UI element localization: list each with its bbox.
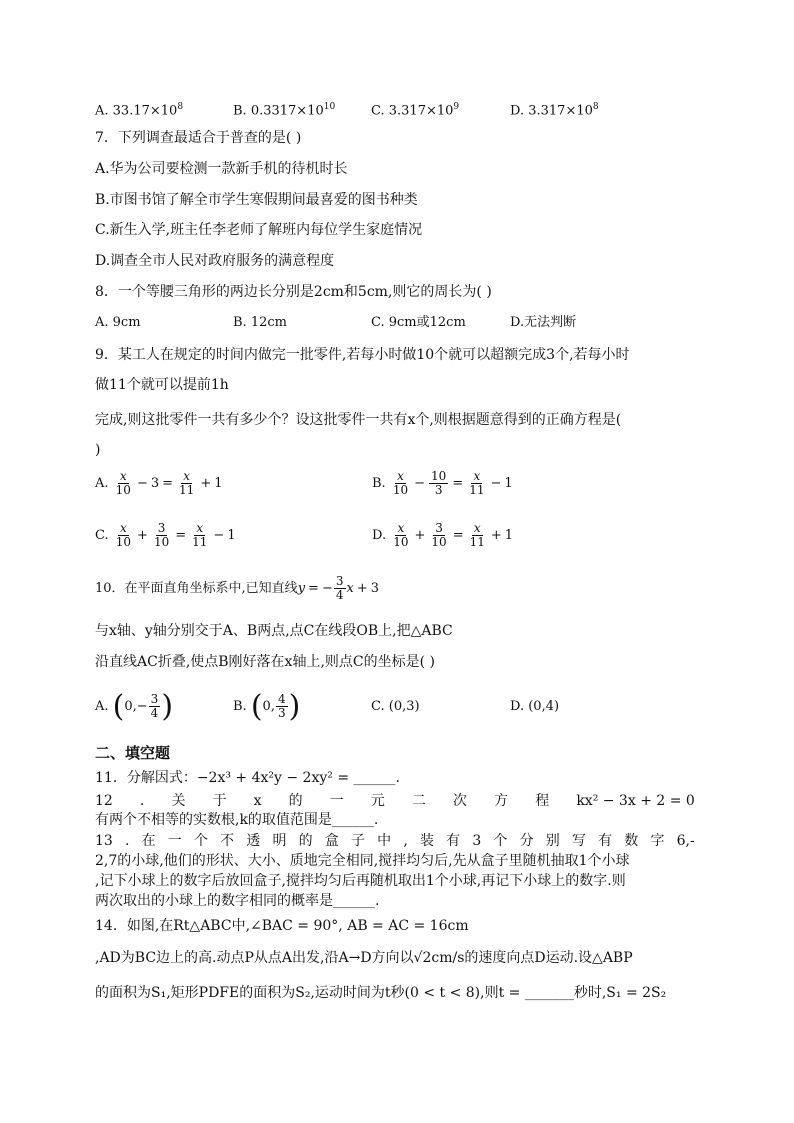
q13-token: 数 [624,833,639,849]
q13-stem-line3: ,记下小球上的数字后放回盒子,搅拌均匀后再随机取出1个小球,再记下小球上的数字.则 [95,873,626,889]
q13-token: 不 [220,833,235,849]
q12-token: 程 [535,793,550,809]
q12-token: 12 [95,793,113,809]
q9-option-d: D. $\frac{x}{10}$ + $\frac{3}{10}$ = $\frac{x}{11}$ + 1 [372,521,514,549]
q10-stem-line3: 沿直线AC折叠,使点B刚好落在x轴上,则点C的坐标是( ) [95,654,435,670]
q13-token: 个 [493,833,508,849]
q8-option-a: A. 9cm [95,315,141,330]
q7-option-a: A.华为公司要检测一款新手机的待机时长 [95,161,348,177]
q13-token: 中 [377,833,392,849]
q7-option-b: B.市图书馆了解全市学生寒假期间最喜爱的图书种类 [95,192,418,208]
q13-token: 明 [272,833,287,849]
q13-token: 6,- [676,833,695,849]
q6-option-b: B. $0.3317\times 10^{10}$ [233,102,336,119]
q13-token: 字 [650,833,665,849]
q13-stem-line1 [95,831,695,851]
q13-token: 一 [167,833,182,849]
q12-token: 一 [329,793,344,809]
q10-option-b: B. ( 0, $\frac{4}{3}$ ) [233,688,301,724]
q14-stem-line3: 的面积为S₁,矩形PDFE的面积为S₂,运动时间为t秒(0 < t < 8),则t = _______秒时,S₁ = 2S₂ [95,985,667,1001]
q13-token: 写 [571,833,586,849]
q9-option-a: A. $\frac{x}{10}$ − 3 = $\frac{x}{11}$ + 1 [95,469,223,497]
q13-token: 有 [598,833,613,849]
q12-token: 二 [411,793,426,809]
q12-token: 于 [212,793,227,809]
q12-token: 次 [453,793,468,809]
q12-token: . [139,793,145,809]
q10-option-d: D. (0,4) [510,699,560,714]
q6-option-a: A. $33.17\times 10^8$ [95,102,184,119]
q14-stem-line1: 14．如图,在Rt△ABC中,∠BAC = 90°, AB = AC = 16cm [95,918,469,934]
q9-stem-line3: 完成,则这批零件一共有多少个？设这批零件一共有x个,则根据题意得到的正确方程是( [95,412,622,428]
q12-token: kx² − 3x + 2 = 0 [576,793,695,809]
q9-stem-line2: 做11个就可以提前1h [95,377,229,393]
q13-token: 3 [472,833,482,849]
q11-stem: 11．分解因式：−2x³ + 4x²y − 2xy² = ______. [95,770,400,786]
q10-option-c: C. (0,3) [371,699,420,714]
q12-token: 元 [370,793,385,809]
q13-token: 透 [246,833,261,849]
q10-stem-line1: 10．在平面直角坐标系中,已知直线 y = − $\frac{3}{4}$ x + 3 [95,574,380,602]
q12-token: 方 [494,793,509,809]
q8-option-b: B. 12cm [233,315,287,330]
q13-token: 的 [298,833,313,849]
q13-token: . [125,833,130,849]
q12-token: x [253,793,262,809]
q13-stem-line4: 两次取出的小球上的数字相同的概率是______. [95,893,380,909]
q13-token: , [403,833,408,849]
q12-token: 关 [171,793,186,809]
section-heading: 二、填空题 [95,744,171,762]
q6-option-c: C. $3.317\times 10^9$ [371,102,460,119]
q14-stem-line2: ,AD为BC边上的高.动点P从点A出发,沿A→D方向以√2cm/s的速度向点D运动.设△ABP [95,950,633,966]
q13-stem-line2: 2,7的小球,他们的形状、大小、质地完全相同,搅拌均匀后,先从盒子里随机抽取1个小球 [95,853,630,869]
q13-token: 有 [446,833,461,849]
q7-option-c: C.新生入学,班主任李老师了解班内每位学生家庭情况 [95,222,423,238]
q9-option-c: C. $\frac{x}{10}$ + $\frac{3}{10}$ = $\frac{x}{11}$ − 1 [95,521,236,549]
q13-token: 别 [545,833,560,849]
q13-token: 在 [141,833,156,849]
q6-option-d: D. $3.317\times 10^8$ [510,102,599,119]
q13-token: 13 [95,833,113,849]
q13-token: 盒 [324,833,339,849]
q8-stem: 8．一个等腰三角形的两边长分别是2cm和5cm,则它的周长为( ) [95,284,492,300]
q8-option-c: C. 9cm或12cm [371,315,466,330]
q10-option-a: A. ( 0,− $\frac{3}{4}$ ) [95,688,174,724]
q9-stem-line1: 9．某工人在规定的时间内做完一批零件,若每小时做10个就可以超额完成3个,若每小时 [95,347,630,363]
q13-token: 分 [519,833,534,849]
q9-stem-line4: ) [95,442,101,458]
q13-token: 个 [193,833,208,849]
q13-token: 子 [351,833,365,849]
q10-stem-line2: 与x轴、y轴分别交于A、B两点,点C在线段OB上,把△ABC [95,623,453,639]
q12-stem-line1 [95,791,695,811]
q7-option-d: D.调查全市人民对政府服务的满意程度 [95,253,335,269]
q7-stem: 7．下列调查最适合于普查的是( ) [95,130,302,146]
q8-option-d: D.无法判断 [510,315,577,330]
q13-token: 装 [419,833,434,849]
q12-token: 的 [288,793,303,809]
q9-option-b: B. $\frac{x}{10}$ − $\frac{10}{3}$ = $\frac{x}{11}$ − 1 [372,469,513,497]
q12-stem-line2: 有两个不相等的实数根,k的取值范围是______. [95,812,379,828]
